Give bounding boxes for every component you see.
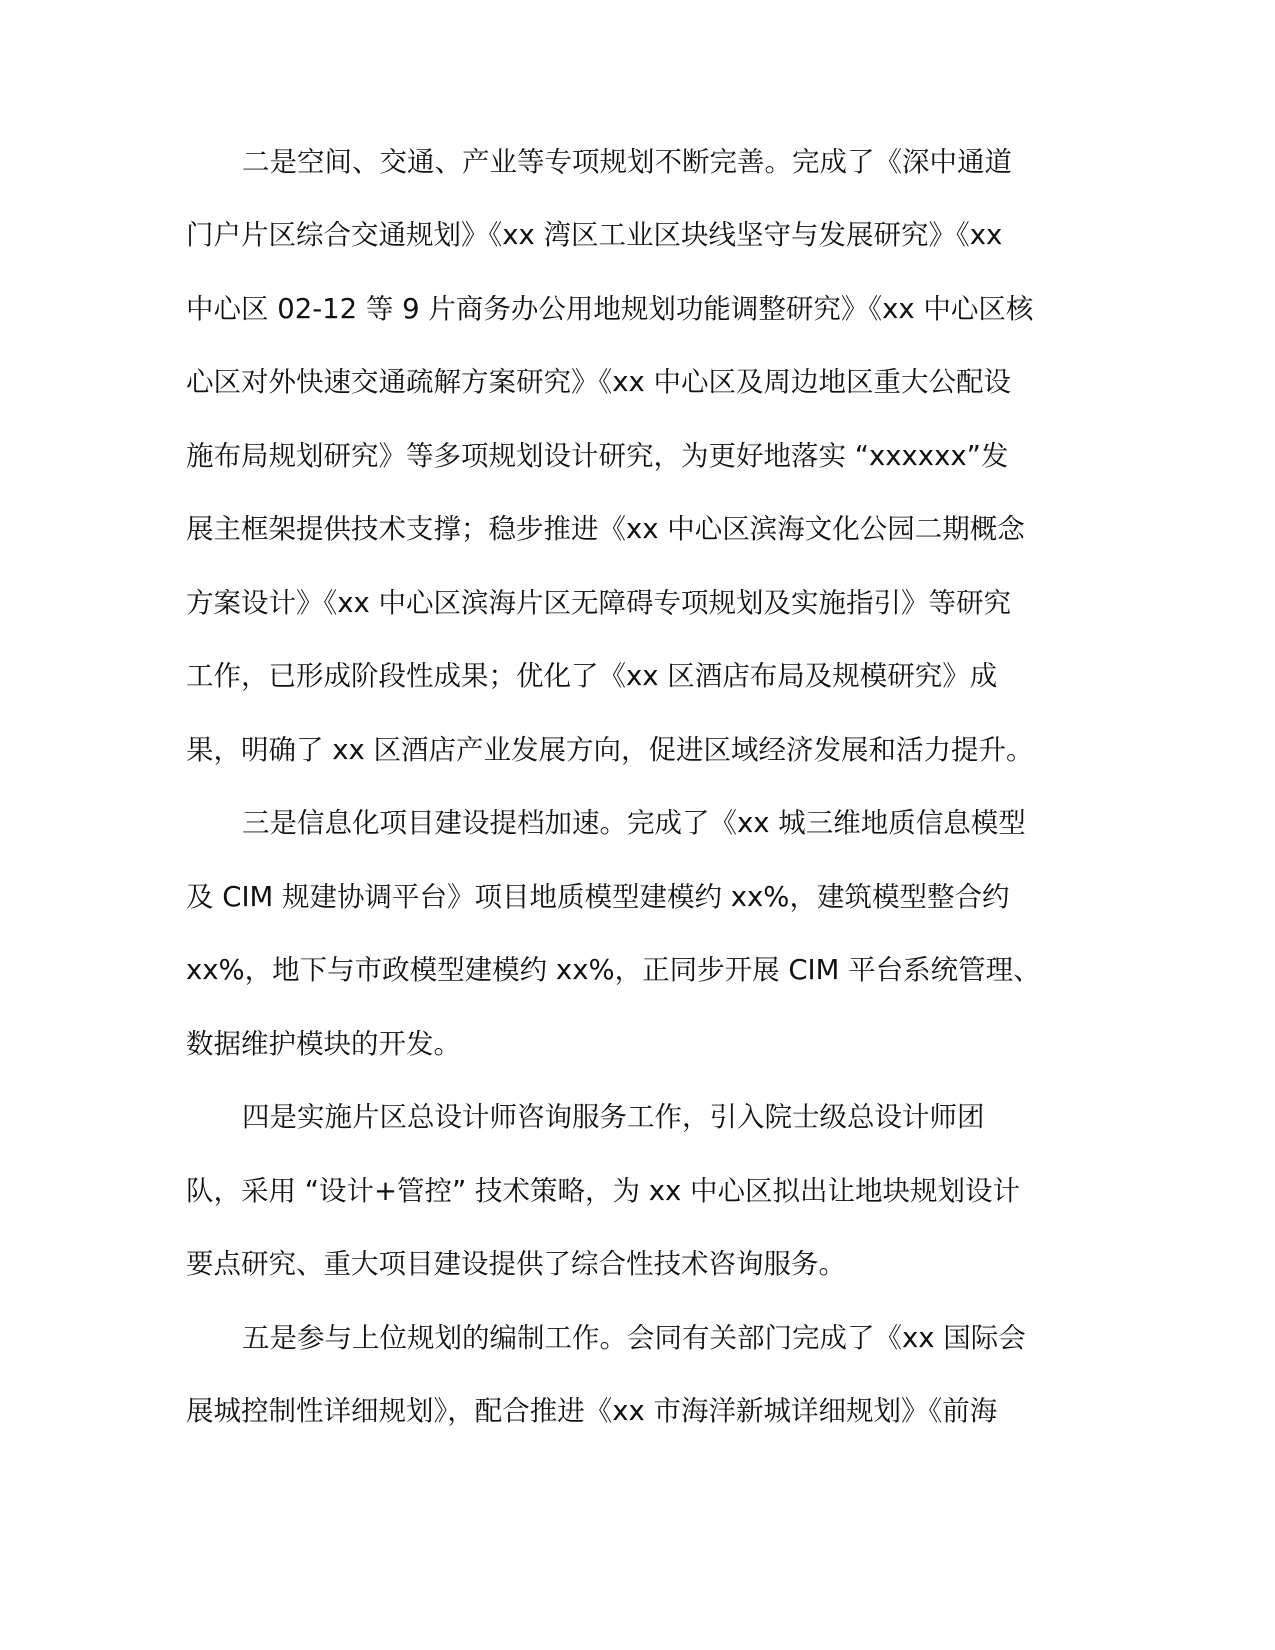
paragraph-3-line-3: xx%，地下与市政模型建模约 xx%，正同步开展 CIM 平台系统管理、: [186, 954, 1041, 986]
paragraph-5-line-1: 五是参与上位规划的编制工作。会同有关部门完成了《xx 国际会: [242, 1322, 1026, 1354]
paragraph-2-line-5: 施布局规划研究》等多项规划设计研究，为更好地落实 “xxxxxx”发: [186, 440, 1009, 472]
paragraph-2-line-9: 果，明确了 xx 区酒店产业发展方向，促进区域经济发展和活力提升。: [186, 734, 1034, 766]
paragraph-3-line-2: 及 CIM 规建协调平台》项目地质模型建模约 xx%，建筑模型整合约: [186, 881, 1010, 913]
paragraph-4-line-3: 要点研究、重大项目建设提供了综合性技术咨询服务。: [186, 1248, 846, 1280]
paragraph-2-line-6: 展主框架提供技术支撑；稳步推进《xx 中心区滨海文化公园二期概念: [186, 513, 1025, 545]
paragraph-3-line-1: 三是信息化项目建设提档加速。完成了《xx 城三维地质信息模型: [242, 807, 1026, 839]
paragraph-2-line-2: 门户片区综合交通规划》《xx 湾区工业区块线坚守与发展研究》《xx: [186, 219, 1003, 251]
paragraph-5-line-2: 展城控制性详细规划》，配合推进《xx 市海洋新城详细规划》《前海: [186, 1395, 998, 1427]
paragraph-2-line-1: 二是空间、交通、产业等专项规划不断完善。完成了《深中通道: [242, 146, 1012, 178]
paragraph-2-line-3: 中心区 02-12 等 9 片商务办公用地规划功能调整研究》《xx 中心区核: [186, 293, 1034, 325]
paragraph-2-line-7: 方案设计》《xx 中心区滨海片区无障碍专项规划及实施指引》等研究: [186, 587, 1012, 619]
paragraph-4-line-1: 四是实施片区总设计师咨询服务工作，引入院士级总设计师团: [242, 1101, 985, 1133]
paragraph-2-line-4: 心区对外快速交通疏解方案研究》《xx 中心区及周边地区重大公配设: [186, 366, 1012, 398]
paragraph-2-line-8: 工作，已形成阶段性成果；优化了《xx 区酒店布局及规模研究》成: [186, 660, 998, 692]
paragraph-3-line-4: 数据维护模块的开发。: [186, 1028, 461, 1060]
paragraph-4-line-2: 队，采用 “设计+管控” 技术策略，为 xx 中心区拟出让地块规划设计: [186, 1175, 1021, 1207]
